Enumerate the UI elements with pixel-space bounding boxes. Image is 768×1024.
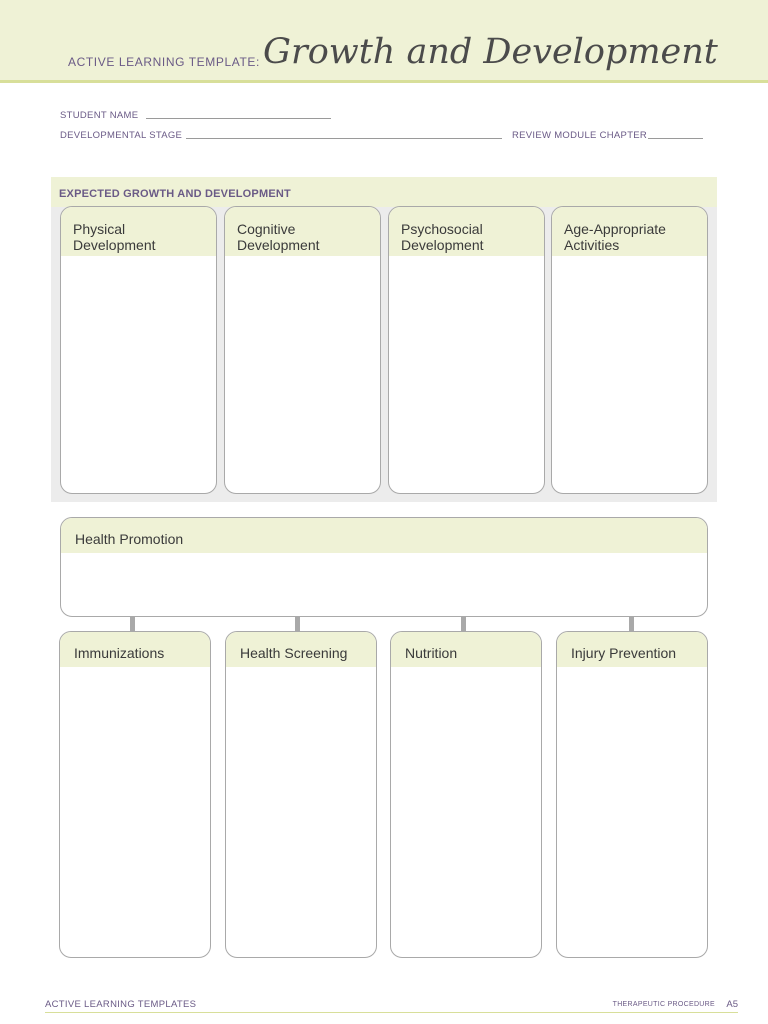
box-title [237,221,320,253]
page-title: Growth and Development [263,32,718,72]
template-header [0,0,768,83]
student-name-field[interactable] [146,118,331,119]
health-screening-box[interactable] [225,631,377,958]
box-header [61,207,216,256]
page-number: A5 [726,999,738,1010]
box-title-line2: Development [401,237,484,253]
box-header [60,632,210,667]
age-appropriate-activities-box[interactable] [551,206,708,494]
review-module-chapter-label: REVIEW MODULE CHAPTER [512,130,648,141]
box-title-line1: Psychosocial [401,221,483,237]
box-title: Health Screening [240,645,348,661]
box-header [226,632,376,667]
box-title-line1: Cognitive [237,221,296,237]
box-title-line2: Development [237,237,320,253]
section-title: EXPECTED GROWTH AND DEVELOPMENT [59,188,291,200]
developmental-stage-label: DEVELOPMENTAL STAGE [60,130,183,141]
box-title-line1: Age-Appropriate [564,221,666,237]
footer-left-text: ACTIVE LEARNING TEMPLATES [45,999,197,1010]
student-name-label: STUDENT NAME [60,110,139,121]
psychosocial-development-box[interactable] [388,206,545,494]
box-title: Injury Prevention [571,645,677,661]
box-title-line2: Activities [564,237,620,253]
box-title [401,221,484,253]
box-header [389,207,544,256]
health-promotion-title: Health Promotion [75,531,184,547]
box-header [61,518,707,553]
connector-health-screening [295,616,300,631]
connector-injury-prevention [629,616,634,631]
health-promotion-box[interactable] [60,517,708,617]
box-title [564,221,666,253]
box-header [557,632,707,667]
nutrition-box[interactable] [390,631,542,958]
footer-divider [45,1012,738,1013]
box-header [391,632,541,667]
box-title: Nutrition [405,645,458,661]
connector-immunizations [130,616,135,631]
injury-prevention-box[interactable] [556,631,708,958]
cognitive-development-box[interactable] [224,206,381,494]
immunizations-box[interactable] [59,631,211,958]
connector-nutrition [461,616,466,631]
box-header [225,207,380,256]
review-module-chapter-field[interactable] [648,138,703,139]
box-title: Immunizations [74,645,165,661]
developmental-stage-field[interactable] [186,138,502,139]
section-header-band [51,177,717,207]
box-title [73,221,156,253]
template-prefix: ACTIVE LEARNING TEMPLATE: [68,55,260,69]
footer-right-text: THERAPEUTIC PROCEDURE [612,1001,715,1008]
box-header [552,207,707,256]
box-title-line1: Physical [73,221,126,237]
physical-development-box[interactable] [60,206,217,494]
box-title-line2: Development [73,237,156,253]
